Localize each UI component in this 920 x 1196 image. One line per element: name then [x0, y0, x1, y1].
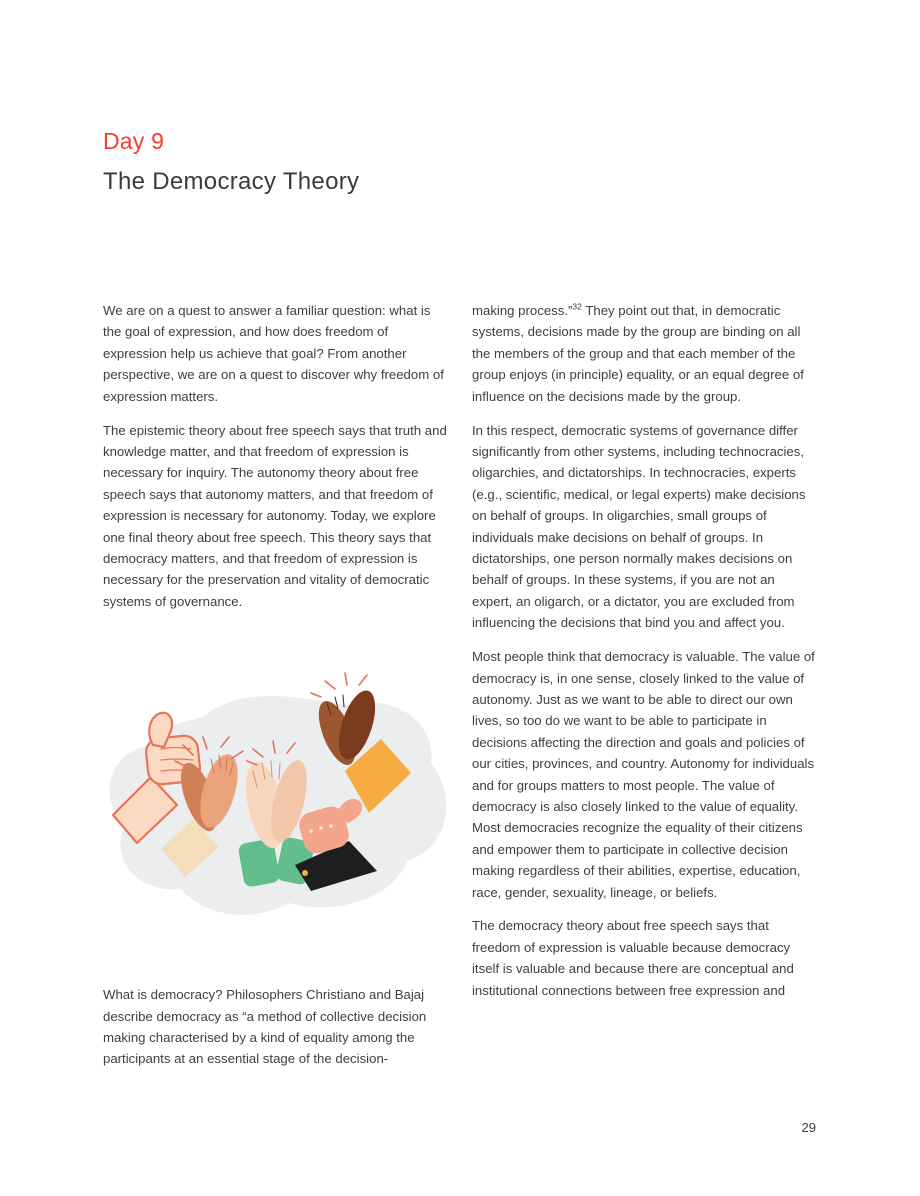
page-title: The Democracy Theory	[103, 168, 360, 195]
body-paragraph: The epistemic theory about free speech says that truth and knowledge matter, and that freedom of expression is necessary for inquiry. The autonomy theory about free speech says that autonomy matters, and that freedom of expression is necessary for autonomy. Today, we explore one final theory about free speech. This theory says that democracy matters, and that freedom of expression is necessary for the preservation and vitality of democratic systems of governance.	[103, 422, 447, 609]
paragraph-text: making process.”	[472, 303, 573, 318]
page-header	[103, 128, 359, 196]
body-paragraph: In this respect, democratic systems of governance differ significantly from other systems, including technocracies, oligarchies, and dictatorships. In technocracies, experts (e.g., scientific, medical, or legal experts) make decisions on behalf of groups. In oligarchies, small groups of individuals make decisions on behalf of groups. In dictatorships, one person normally makes decisions on behalf of groups. In these systems, if you are not an expert, an oligarch, or a dictator, you are excluded from influencing the decisions that bind you and affect you.	[472, 422, 806, 631]
clapping-hands-illustration	[85, 653, 463, 936]
left-column	[103, 300, 448, 1082]
body-paragraph: What is democracy? Philosophers Christiano and Bajaj describe democracy as “a method of collective decision making characterised by a kind of equality among the participants at an essential stage of the decision-	[103, 987, 427, 1067]
sleeve-button	[302, 870, 308, 876]
body-paragraph	[472, 300, 817, 407]
body-paragraph: We are on a quest to answer a familiar question: what is the goal of expression, and how does freedom of expression help us achieve that goal? From another perspective, we are on a quest to discover why freedom of expression matters.	[103, 303, 444, 404]
body-columns	[103, 300, 817, 1082]
clap-motion-lines	[311, 673, 367, 697]
right-column	[472, 300, 817, 1082]
page-number: 29	[801, 1120, 816, 1135]
chapter-label: Day 9	[103, 128, 165, 154]
body-paragraph: The democracy theory about free speech says that freedom of expression is valuable because democracy itself is valuable and because there are conceptual and institutional connections between free expression and	[472, 918, 794, 998]
paragraph-text: They point out that, in democratic systems, decisions made by the group are binding on all the members of the group and that each member of the group enjoys (in principle) equality, or an equal degree of influence on the decisions made by the group.	[472, 303, 804, 404]
body-paragraph: Most people think that democracy is valuable. The value of democracy is, in one sense, closely linked to the value of autonomy. Just as we want to be able to direct our own lives, so too do we want to be able to participate in decisions affecting the direction and goals and policies of our cities, provinces, and country. Autonomy for individuals and for groups matters to most people. The value of democracy is also closely linked to the value of equality. Most democracies recognize the equality of their citizens and empower them to participate in collective decision making regardless of their abilities, expertise, education, race, gender, sexuality, lineage, or beliefs.	[472, 649, 815, 900]
footnote-reference: 32	[572, 301, 582, 312]
